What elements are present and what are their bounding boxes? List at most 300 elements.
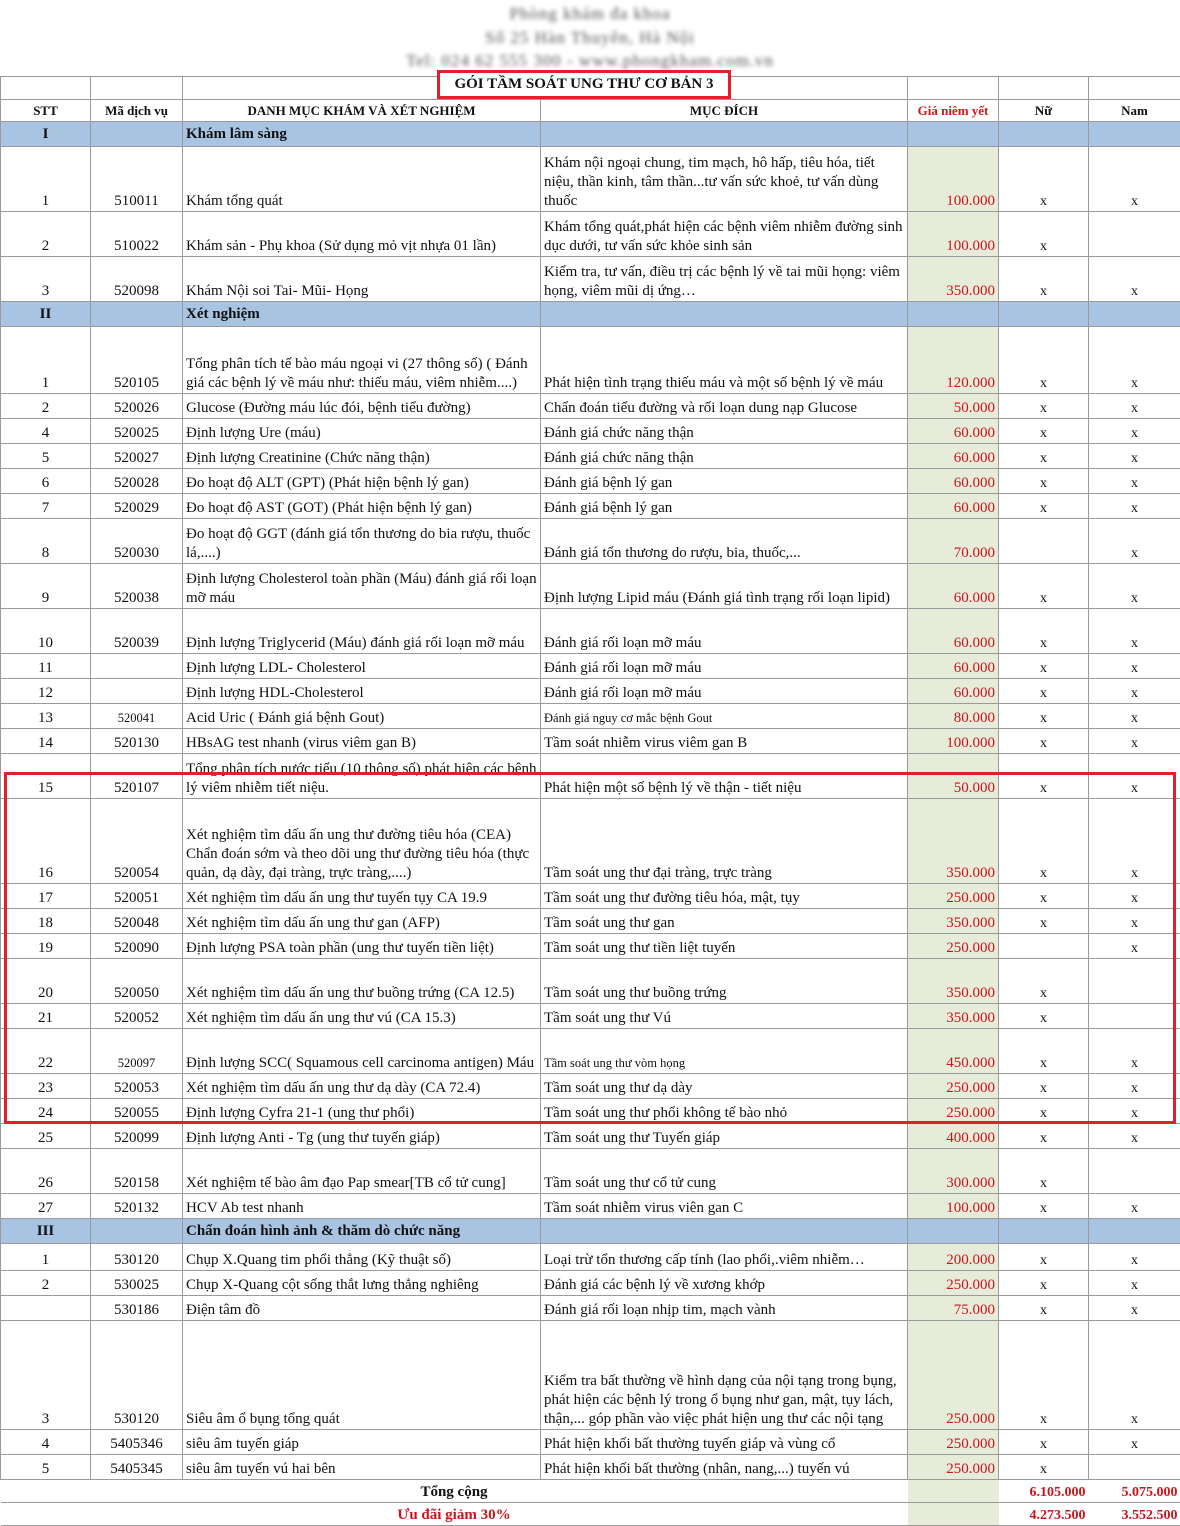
table-row (1, 419, 1180, 444)
col-header-price: Giá niêm yết (908, 100, 999, 122)
row-stt: 15 (1, 754, 91, 799)
section-spacer (999, 302, 1089, 327)
row-stt: 22 (1, 1029, 91, 1074)
row-price: 60.000 (908, 564, 999, 609)
row-male-mark: x (1089, 754, 1180, 799)
row-item: Xét nghiệm tìm dấu ấn ung thư buồng trứng (CA 12.5) (183, 959, 541, 1004)
section-number: III (1, 1219, 91, 1244)
row-item: Xét nghiệm tìm dấu ấn ung thư đường tiêu hóa (CEA) Chẩn đoán sớm và theo dõi ung thư đường tiêu hóa (thực quản, dạ dày, đại tràng, trực tràng,....) (183, 799, 541, 884)
row-code: 520158 (91, 1149, 183, 1194)
row-code: 530025 (91, 1271, 183, 1296)
row-purpose: Đánh giá rối loạn mỡ máu (541, 679, 908, 704)
row-purpose: Phát hiện khối bất thường (nhân, nang,...) tuyến vú (541, 1455, 908, 1480)
row-stt: 2 (1, 394, 91, 419)
row-female-mark: x (999, 394, 1089, 419)
row-price: 50.000 (908, 754, 999, 799)
row-stt: 1 (1, 327, 91, 394)
section-number: I (1, 122, 91, 147)
clinic-name: Phòng khám đa khoa (0, 4, 1180, 24)
row-price: 50.000 (908, 394, 999, 419)
row-price: 250.000 (908, 1099, 999, 1124)
row-purpose: Tầm soát ung thư Tuyến giáp (541, 1124, 908, 1149)
table-row (1, 494, 1180, 519)
row-price: 250.000 (908, 1455, 999, 1480)
row-price: 60.000 (908, 609, 999, 654)
row-item: Định lượng SCC( Squamous cell carcinoma antigen) Máu (183, 1029, 541, 1074)
row-female-mark: x (999, 1074, 1089, 1099)
row-male-mark: x (1089, 564, 1180, 609)
row-female-mark: x (999, 909, 1089, 934)
table-row (1, 1244, 1180, 1271)
row-price: 250.000 (908, 1074, 999, 1099)
row-purpose: Tầm soát ung thư đại tràng, trực tràng (541, 799, 908, 884)
section-title: Chẩn đoán hình ảnh & thăm dò chức năng (183, 1219, 541, 1244)
row-stt: 2 (1, 212, 91, 257)
row-code (91, 654, 183, 679)
table-row (1, 1430, 1180, 1455)
row-price: 100.000 (908, 212, 999, 257)
section-spacer (908, 122, 999, 147)
table-row (1, 1004, 1180, 1029)
row-purpose: Khám nội ngoại chung, tim mạch, hô hấp, tiêu hóa, tiết niệu, thần kinh, tâm thần...tư vấn sức khoẻ, tư vấn dùng thuốc (541, 147, 908, 212)
row-price: 120.000 (908, 327, 999, 394)
row-item: Xét nghiệm tìm dấu ấn ung thư dạ dày (CA 72.4) (183, 1074, 541, 1099)
row-item: Khám sản - Phụ khoa (Sử dụng mỏ vịt nhựa 01 lần) (183, 212, 541, 257)
row-purpose: Kiểm tra bất thường về hình dạng của nội tạng trong bụng, phát hiện các bệnh lý trong ổ bụng như gan, mật, tụy lách, thận,... góp phần vào việc phát hiện ung thư các nội tạng (541, 1321, 908, 1430)
row-stt: 26 (1, 1149, 91, 1194)
row-code: 520055 (91, 1099, 183, 1124)
total-spacer (908, 1480, 999, 1503)
row-purpose: Đánh giá chức năng thận (541, 444, 908, 469)
row-male-mark: x (1089, 444, 1180, 469)
table-row (1, 654, 1180, 679)
row-male-mark: x (1089, 1029, 1180, 1074)
row-female-mark: x (999, 1430, 1089, 1455)
row-item: Siêu âm ổ bụng tổng quát (183, 1321, 541, 1430)
row-stt: 1 (1, 1244, 91, 1271)
section-spacer (999, 122, 1089, 147)
row-code: 530120 (91, 1244, 183, 1271)
table-row (1, 519, 1180, 564)
row-female-mark: x (999, 1296, 1089, 1321)
row-stt: 13 (1, 704, 91, 729)
row-code: 520132 (91, 1194, 183, 1219)
col-header-male: Nam (1089, 100, 1180, 122)
row-item: Khám Nội soi Tai- Mũi- Họng (183, 257, 541, 302)
section-spacer (999, 1219, 1089, 1244)
table-row (1, 1321, 1180, 1430)
row-price: 100.000 (908, 1194, 999, 1219)
table-row (1, 1029, 1180, 1074)
row-item: Xét nghiệm tìm dấu ấn ung thư tuyến tụy CA 19.9 (183, 884, 541, 909)
table-row (1, 934, 1180, 959)
section-spacer (91, 122, 183, 147)
row-stt: 21 (1, 1004, 91, 1029)
row-item: Định lượng Cyfra 21-1 (ung thư phổi) (183, 1099, 541, 1124)
section-row (1, 122, 1180, 147)
row-item: Định lượng PSA toàn phần (ung thư tuyến tiền liệt) (183, 934, 541, 959)
row-stt: 19 (1, 934, 91, 959)
section-spacer (1089, 122, 1180, 147)
row-purpose: Tầm soát ung thư cổ tử cung (541, 1149, 908, 1194)
discount-male: 3.552.500 (1089, 1503, 1180, 1526)
row-price: 60.000 (908, 654, 999, 679)
table-row (1, 564, 1180, 609)
row-purpose: Đánh giá các bệnh lý về xương khớp (541, 1271, 908, 1296)
row-male-mark: x (1089, 327, 1180, 394)
row-female-mark: x (999, 754, 1089, 799)
row-code: 520050 (91, 959, 183, 1004)
row-female-mark (999, 519, 1089, 564)
row-code: 520053 (91, 1074, 183, 1099)
row-item: HCV Ab test nhanh (183, 1194, 541, 1219)
row-code: 520027 (91, 444, 183, 469)
table-row (1, 212, 1180, 257)
total-label: Tổng cộng (1, 1480, 908, 1503)
row-male-mark: x (1089, 469, 1180, 494)
row-code: 530120 (91, 1321, 183, 1430)
col-header-female: Nữ (999, 100, 1089, 122)
row-stt: 4 (1, 419, 91, 444)
row-male-mark: x (1089, 729, 1180, 754)
section-spacer (541, 1219, 908, 1244)
row-male-mark (1089, 959, 1180, 1004)
col-header-code: Mã dịch vụ (91, 100, 183, 122)
clinic-address: Số 25 Hàn Thuyên, Hà Nội (0, 28, 1180, 48)
section-title: Khám lâm sàng (183, 122, 541, 147)
row-price: 100.000 (908, 147, 999, 212)
total-row (1, 1480, 1180, 1503)
row-stt: 20 (1, 959, 91, 1004)
row-price: 350.000 (908, 257, 999, 302)
row-female-mark: x (999, 147, 1089, 212)
row-price: 250.000 (908, 934, 999, 959)
row-price: 300.000 (908, 1149, 999, 1194)
row-item: siêu âm tuyến vú hai bên (183, 1455, 541, 1480)
row-purpose: Tầm soát ung thư buồng trứng (541, 959, 908, 1004)
row-female-mark: x (999, 494, 1089, 519)
row-stt: 11 (1, 654, 91, 679)
row-male-mark (1089, 1455, 1180, 1480)
discount-female: 4.273.500 (999, 1503, 1089, 1526)
row-female-mark: x (999, 1194, 1089, 1219)
row-code: 5405345 (91, 1455, 183, 1480)
row-price: 350.000 (908, 959, 999, 1004)
row-female-mark: x (999, 1029, 1089, 1074)
row-code: 510022 (91, 212, 183, 257)
row-male-mark: x (1089, 1074, 1180, 1099)
row-item: Định lượng Anti - Tg (ung thư tuyến giáp) (183, 1124, 541, 1149)
table-row (1, 1074, 1180, 1099)
row-male-mark: x (1089, 1321, 1180, 1430)
row-purpose: Định lượng Lipid máu (Đánh giá tình trạng rối loạn lipid) (541, 564, 908, 609)
row-price: 60.000 (908, 469, 999, 494)
row-female-mark: x (999, 1099, 1089, 1124)
row-price: 400.000 (908, 1124, 999, 1149)
row-item: Acid Uric ( Đánh giá bệnh Gout) (183, 704, 541, 729)
row-stt: 4 (1, 1430, 91, 1455)
row-male-mark: x (1089, 519, 1180, 564)
row-item: Định lượng Creatinine (Chức năng thận) (183, 444, 541, 469)
row-female-mark: x (999, 419, 1089, 444)
table-row (1, 1149, 1180, 1194)
section-row (1, 1219, 1180, 1244)
row-stt: 12 (1, 679, 91, 704)
section-spacer (541, 302, 908, 327)
row-stt: 17 (1, 884, 91, 909)
section-spacer (1089, 302, 1180, 327)
row-price: 80.000 (908, 704, 999, 729)
table-row (1, 799, 1180, 884)
row-female-mark: x (999, 469, 1089, 494)
table-row (1, 1099, 1180, 1124)
row-purpose: Phát hiện tình trạng thiếu máu và một số bệnh lý về máu (541, 327, 908, 394)
row-code: 520054 (91, 799, 183, 884)
row-purpose: Đánh giá bệnh lý gan (541, 469, 908, 494)
row-stt: 10 (1, 609, 91, 654)
row-code: 520038 (91, 564, 183, 609)
document-header (0, 0, 1180, 76)
section-spacer (908, 1219, 999, 1244)
col-header-purpose: MỤC ĐÍCH (541, 100, 908, 122)
row-female-mark: x (999, 564, 1089, 609)
row-male-mark: x (1089, 704, 1180, 729)
row-price: 60.000 (908, 444, 999, 469)
row-purpose: Tầm soát ung thư gan (541, 909, 908, 934)
row-male-mark: x (1089, 419, 1180, 444)
row-item: Chụp X-Quang cột sống thắt lưng thẳng nghiêng (183, 1271, 541, 1296)
row-code: 520107 (91, 754, 183, 799)
section-spacer (541, 122, 908, 147)
row-purpose: Tầm soát ung thư vòm họng (541, 1029, 908, 1074)
row-item: Chụp X.Quang tim phổi thẳng (Kỹ thuật số) (183, 1244, 541, 1271)
row-purpose: Đánh giá rối loạn nhịp tim, mạch vành (541, 1296, 908, 1321)
row-price: 70.000 (908, 519, 999, 564)
row-item: Định lượng HDL-Cholesterol (183, 679, 541, 704)
table-row (1, 959, 1180, 1004)
table-row (1, 327, 1180, 394)
row-purpose: Đánh giá rối loạn mỡ máu (541, 654, 908, 679)
row-item: Đo hoạt độ AST (GOT) (Phát hiện bệnh lý gan) (183, 494, 541, 519)
row-female-mark: x (999, 679, 1089, 704)
row-stt: 14 (1, 729, 91, 754)
discount-spacer (908, 1503, 999, 1526)
row-male-mark: x (1089, 679, 1180, 704)
row-item: Định lượng Cholesterol toàn phần (Máu) đánh giá rối loạn mỡ máu (183, 564, 541, 609)
row-purpose: Tầm soát nhiễm virus viên gan C (541, 1194, 908, 1219)
row-price: 250.000 (908, 1321, 999, 1430)
row-stt: 25 (1, 1124, 91, 1149)
row-male-mark: x (1089, 1099, 1180, 1124)
package-title: GÓI TẦM SOÁT UNG THƯ CƠ BẢN 3 (437, 70, 731, 99)
row-stt: 27 (1, 1194, 91, 1219)
row-item: Xét nghiệm tìm dấu ấn ung thư vú (CA 15.3) (183, 1004, 541, 1029)
row-male-mark (1089, 1149, 1180, 1194)
row-stt: 16 (1, 799, 91, 884)
row-male-mark: x (1089, 1271, 1180, 1296)
row-purpose: Phát hiện một số bệnh lý về thận - tiết niệu (541, 754, 908, 799)
col-header-item: DANH MỤC KHÁM VÀ XÉT NGHIỆM (183, 100, 541, 122)
row-female-mark: x (999, 444, 1089, 469)
row-price: 60.000 (908, 494, 999, 519)
row-male-mark: x (1089, 394, 1180, 419)
row-price: 450.000 (908, 1029, 999, 1074)
table-row (1, 444, 1180, 469)
row-code: 5405346 (91, 1430, 183, 1455)
section-spacer (91, 302, 183, 327)
row-code: 520052 (91, 1004, 183, 1029)
table-row (1, 394, 1180, 419)
row-purpose: Khám tổng quát,phát hiện các bệnh viêm nhiễm đường sinh dục dưới, tư vấn sức khỏe sinh sản (541, 212, 908, 257)
row-female-mark: x (999, 959, 1089, 1004)
row-purpose: Đánh giá rối loạn mỡ máu (541, 609, 908, 654)
row-purpose: Loại trừ tổn thương cấp tính (lao phổi,.viêm nhiễm… (541, 1244, 908, 1271)
row-female-mark: x (999, 729, 1089, 754)
table-row (1, 257, 1180, 302)
row-item: Định lượng Triglycerid (Máu) đánh giá rối loạn mỡ máu (183, 609, 541, 654)
row-code: 520041 (91, 704, 183, 729)
row-stt (1, 1296, 91, 1321)
row-stt: 9 (1, 564, 91, 609)
row-stt: 2 (1, 1271, 91, 1296)
row-stt: 23 (1, 1074, 91, 1099)
section-spacer (1089, 1219, 1180, 1244)
row-female-mark: x (999, 327, 1089, 394)
table-row (1, 1194, 1180, 1219)
column-header-row (1, 100, 1180, 122)
row-female-mark: x (999, 212, 1089, 257)
row-item: Định lượng LDL- Cholesterol (183, 654, 541, 679)
table-row (1, 754, 1180, 799)
row-code: 520130 (91, 729, 183, 754)
row-purpose: Đánh giá bệnh lý gan (541, 494, 908, 519)
section-title: Xét nghiệm (183, 302, 541, 327)
row-male-mark: x (1089, 1124, 1180, 1149)
row-stt: 3 (1, 257, 91, 302)
row-code: 520030 (91, 519, 183, 564)
row-female-mark: x (999, 609, 1089, 654)
row-female-mark (999, 934, 1089, 959)
row-code: 520097 (91, 1029, 183, 1074)
table-row (1, 679, 1180, 704)
row-item: Tổng phân tích nước tiểu (10 thông số) phát hiện các bệnh lý viêm nhiễm tiết niệu. (183, 754, 541, 799)
row-price: 250.000 (908, 1430, 999, 1455)
row-male-mark: x (1089, 147, 1180, 212)
row-item: siêu âm tuyến giáp (183, 1430, 541, 1455)
table-row (1, 1124, 1180, 1149)
table-row (1, 704, 1180, 729)
row-stt: 8 (1, 519, 91, 564)
row-female-mark: x (999, 1004, 1089, 1029)
row-purpose: Chẩn đoán tiểu đường và rối loạn dung nạp Glucose (541, 394, 908, 419)
row-female-mark: x (999, 704, 1089, 729)
row-code: 520039 (91, 609, 183, 654)
row-price: 60.000 (908, 419, 999, 444)
row-female-mark: x (999, 1455, 1089, 1480)
row-item: HBsAG test nhanh (virus viêm gan B) (183, 729, 541, 754)
row-item: Định lượng Ure (máu) (183, 419, 541, 444)
row-purpose: Kiểm tra, tư vấn, điều trị các bệnh lý về tai mũi họng: viêm họng, viêm mũi dị ứng… (541, 257, 908, 302)
table-row (1, 1455, 1180, 1480)
row-purpose: Đánh giá tổn thương do rượu, bia, thuốc,... (541, 519, 908, 564)
row-code: 520029 (91, 494, 183, 519)
table-row (1, 1271, 1180, 1296)
row-purpose: Tầm soát nhiễm virus viêm gan B (541, 729, 908, 754)
row-code: 520090 (91, 934, 183, 959)
price-table (0, 76, 1180, 1526)
row-code: 520048 (91, 909, 183, 934)
row-code: 520051 (91, 884, 183, 909)
discount-label: Ưu đãi giảm 30% (1, 1503, 908, 1526)
row-code: 520025 (91, 419, 183, 444)
row-male-mark: x (1089, 1296, 1180, 1321)
table-row (1, 909, 1180, 934)
row-female-mark: x (999, 884, 1089, 909)
row-code: 520026 (91, 394, 183, 419)
row-item: Đo hoạt độ ALT (GPT) (Phát hiện bệnh lý gan) (183, 469, 541, 494)
row-stt: 1 (1, 147, 91, 212)
row-female-mark: x (999, 1271, 1089, 1296)
row-purpose: Đánh giá nguy cơ mắc bệnh Gout (541, 704, 908, 729)
row-male-mark: x (1089, 609, 1180, 654)
row-stt: 5 (1, 1455, 91, 1480)
row-price: 75.000 (908, 1296, 999, 1321)
row-male-mark: x (1089, 799, 1180, 884)
row-female-mark: x (999, 1244, 1089, 1271)
row-stt: 24 (1, 1099, 91, 1124)
row-item: Điện tâm đồ (183, 1296, 541, 1321)
row-code: 520028 (91, 469, 183, 494)
table-row (1, 1296, 1180, 1321)
table-row (1, 884, 1180, 909)
row-female-mark: x (999, 799, 1089, 884)
row-item: Xét nghiệm tế bào âm đạo Pap smear[TB cổ tử cung] (183, 1149, 541, 1194)
col-header-stt: STT (1, 100, 91, 122)
row-item: Tổng phân tích tế bào máu ngoại vi (27 thông số) ( Đánh giá các bệnh lý về máu như: thiếu máu, viêm nhiễm....) (183, 327, 541, 394)
table-row (1, 147, 1180, 212)
row-code (91, 679, 183, 704)
row-male-mark: x (1089, 654, 1180, 679)
row-price: 350.000 (908, 1004, 999, 1029)
row-price: 60.000 (908, 679, 999, 704)
row-female-mark: x (999, 654, 1089, 679)
row-code: 520099 (91, 1124, 183, 1149)
row-purpose: Đánh giá chức năng thận (541, 419, 908, 444)
row-code: 520098 (91, 257, 183, 302)
row-purpose: Tầm soát ung thư dạ dày (541, 1074, 908, 1099)
section-spacer (908, 302, 999, 327)
clinic-contact: Tel: 024 62 555 300 - www.phongkham.com.vn (0, 51, 1180, 71)
row-stt: 5 (1, 444, 91, 469)
row-price: 200.000 (908, 1244, 999, 1271)
row-purpose: Tầm soát ung thư phổi không tế bào nhỏ (541, 1099, 908, 1124)
row-male-mark (1089, 212, 1180, 257)
row-male-mark: x (1089, 1194, 1180, 1219)
row-item: Xét nghiệm tìm dấu ấn ung thư gan (AFP) (183, 909, 541, 934)
table-row (1, 729, 1180, 754)
row-stt: 3 (1, 1321, 91, 1430)
row-item: Glucose (Đường máu lúc đói, bệnh tiểu đường) (183, 394, 541, 419)
discount-row (1, 1503, 1180, 1526)
row-purpose: Phát hiện khối bất thường tuyến giáp và vùng cổ (541, 1430, 908, 1455)
section-row (1, 302, 1180, 327)
row-item: Khám tổng quát (183, 147, 541, 212)
row-purpose: Tầm soát ung thư tiền liệt tuyến (541, 934, 908, 959)
row-price: 250.000 (908, 884, 999, 909)
row-price: 350.000 (908, 799, 999, 884)
table-row (1, 609, 1180, 654)
row-code: 520105 (91, 327, 183, 394)
